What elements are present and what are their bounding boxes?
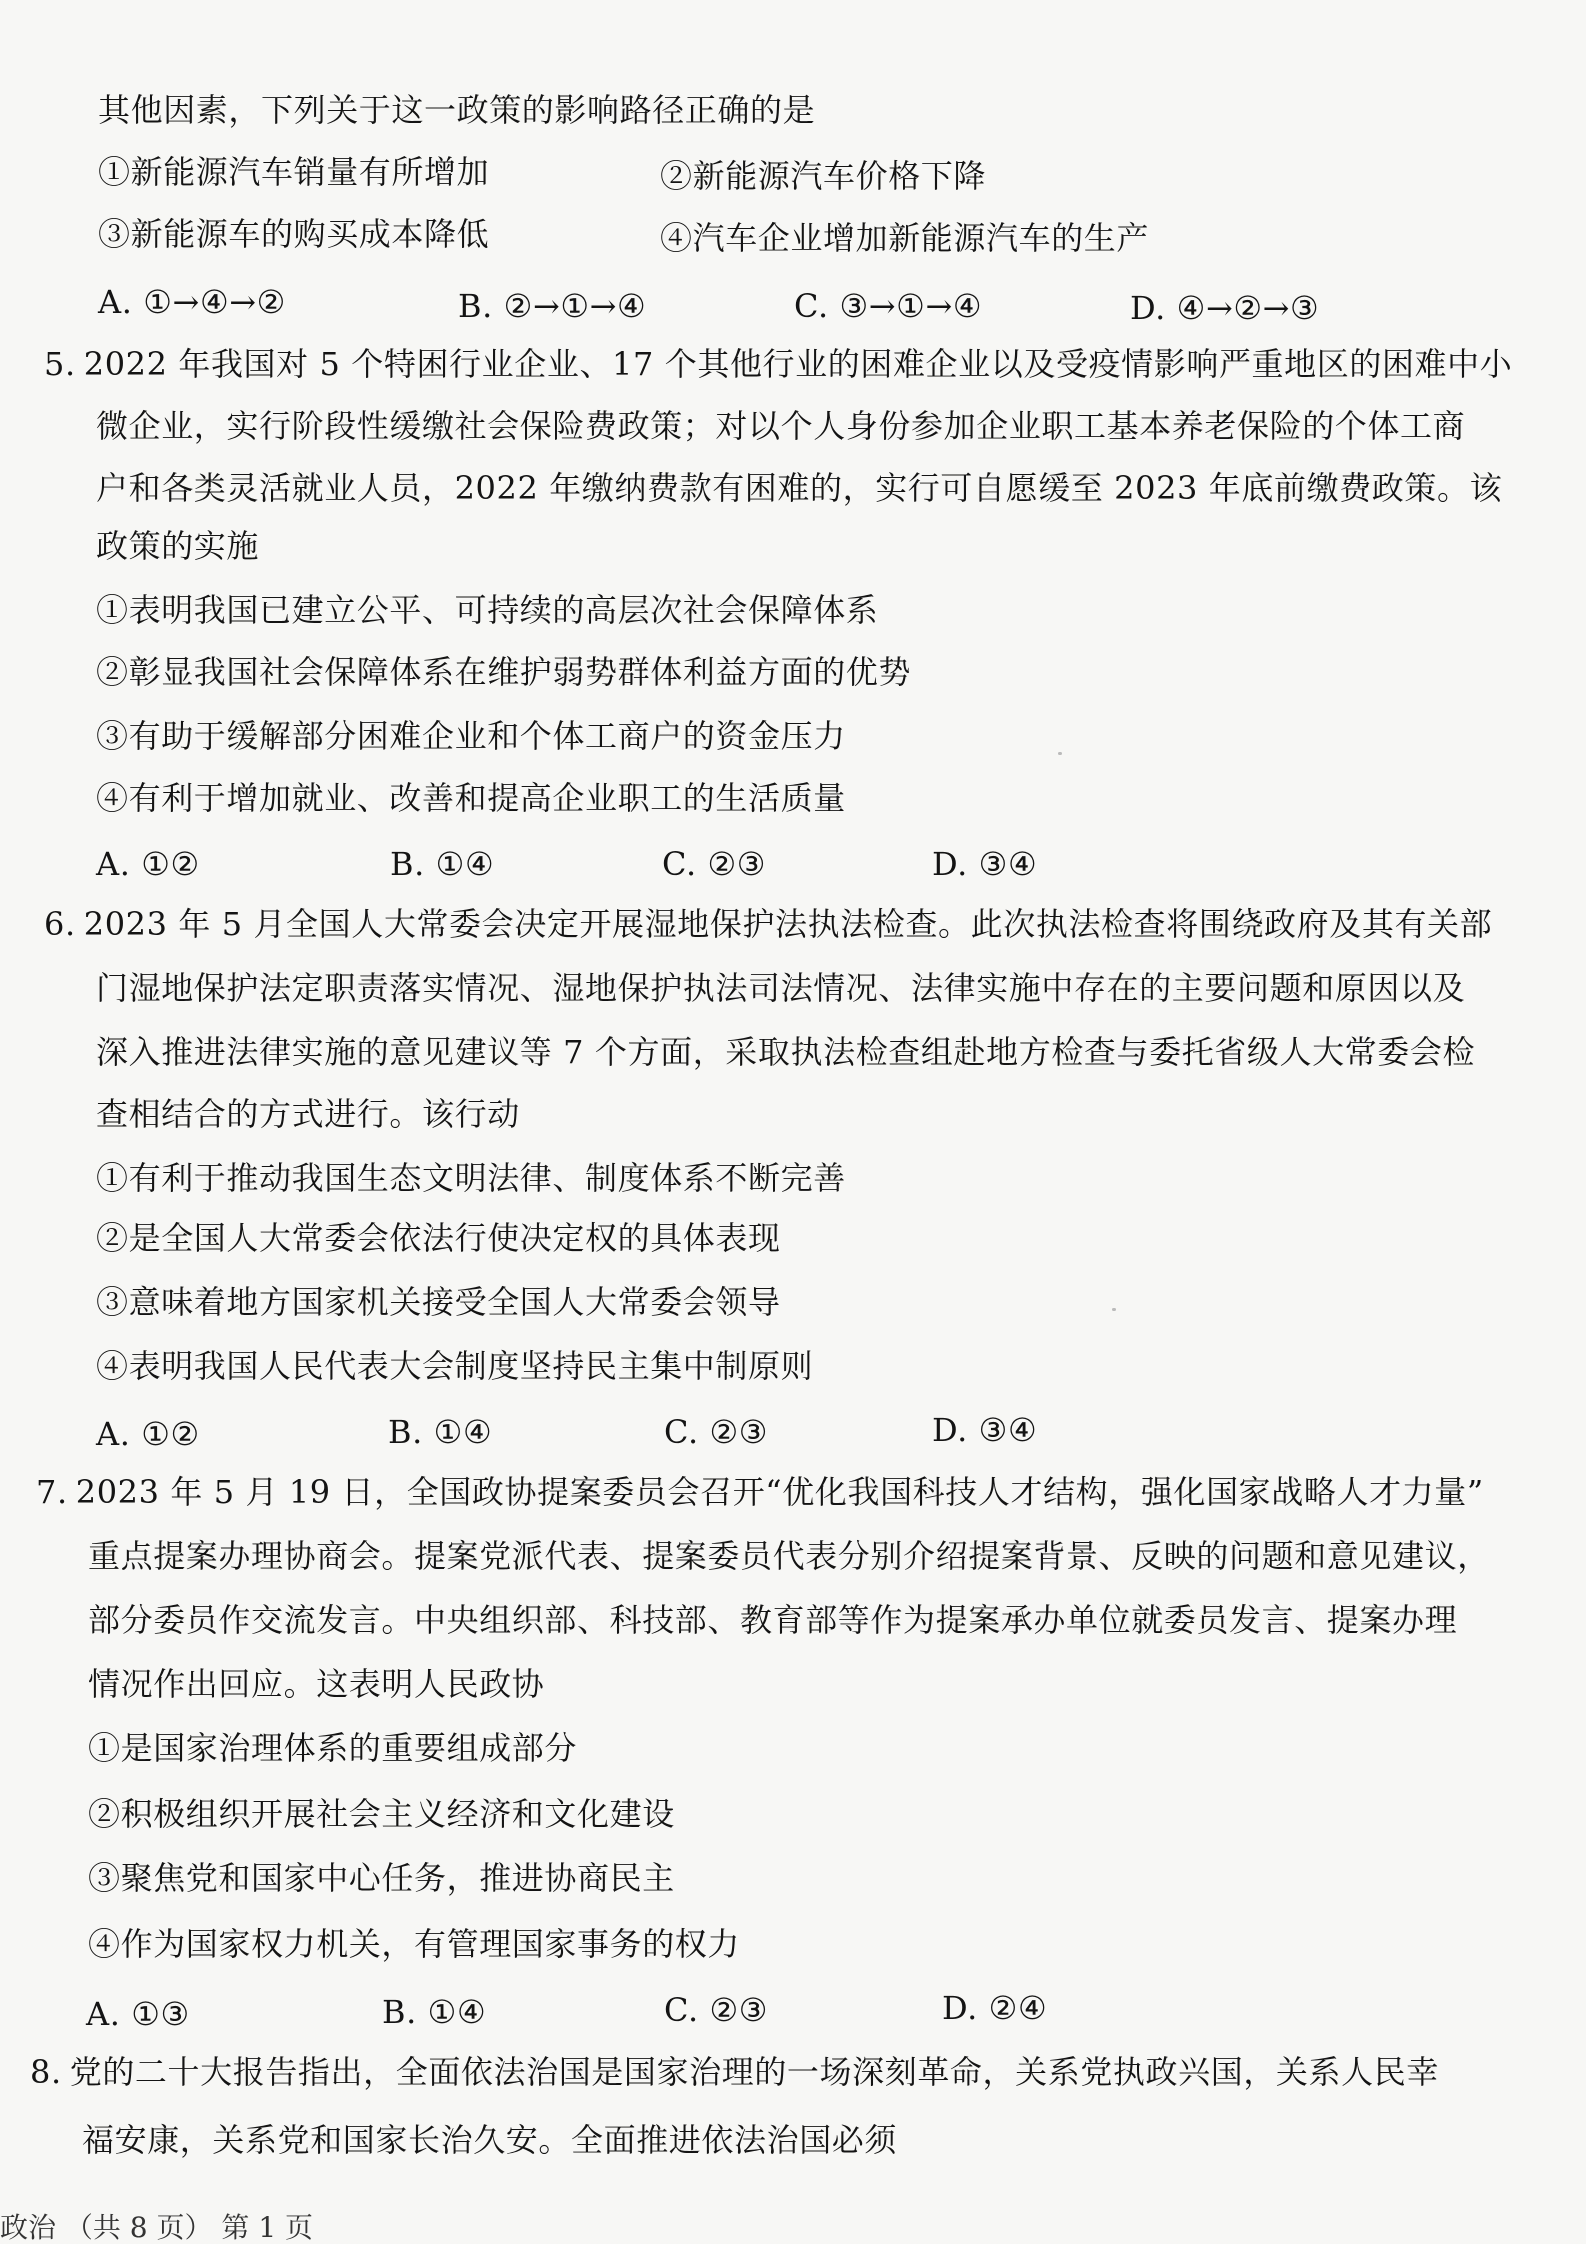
q6-line-4: 查相结合的方式进行。该行动 xyxy=(96,1095,520,1133)
scan-speck xyxy=(1058,752,1062,755)
q5-item-4: ④有利于增加就业、改善和提高企业职工的生活质量 xyxy=(96,779,846,817)
q5-line-2: 微企业，实行阶段性缓缴社会保险费政策；对以个人身份参加企业职工基本养老保险的个体工商 xyxy=(96,407,1466,445)
q7-number: 7. xyxy=(36,1473,68,1511)
q6-item-2: ②是全国人大常委会依法行使决定权的具体表现 xyxy=(96,1219,781,1257)
q7-item-3: ③聚焦党和国家中心任务，推进协商民主 xyxy=(88,1859,675,1897)
q7-stem-line: 2023 年 5 月 19 日，全国政协提案委员会召开“优化我国科技人才结构，强化国家战略人才力量” xyxy=(75,1473,1484,1511)
q6-line-1 xyxy=(44,902,1492,946)
q6-line-3: 深入推进法律实施的意见建议等 7 个方面，采取执法检查组赴地方检查与委托省级人大常委会检 xyxy=(96,1033,1476,1071)
q6-choice-a: A. ①② xyxy=(96,1415,200,1453)
q6-choice-c: C. ②③ xyxy=(664,1413,769,1451)
q7-item-2: ②积极组织开展社会主义经济和文化建设 xyxy=(88,1795,675,1833)
q8-line-2: 福安康，关系党和国家长治久安。全面推进依法治国必须 xyxy=(82,2121,898,2159)
q6-item-1: ①有利于推动我国生态文明法律、制度体系不断完善 xyxy=(96,1159,846,1197)
q6-stem-line: 2023 年 5 月全国人大常委会决定开展湿地保护法执法检查。此次执法检查将围绕政府及其有关部 xyxy=(83,905,1493,943)
q5-choice-c: C. ②③ xyxy=(662,845,767,883)
q7-choice-a: A. ①③ xyxy=(86,1995,190,2033)
q5-choice-a: A. ①② xyxy=(96,845,200,883)
q4-stem-tail: 其他因素，下列关于这一政策的影响路径正确的是 xyxy=(98,91,816,129)
q6-item-3: ③意味着地方国家机关接受全国人大常委会领导 xyxy=(96,1283,781,1321)
q5-number: 5. xyxy=(44,345,76,383)
q7-line-1 xyxy=(36,1470,1484,1514)
q7-line-4: 情况作出回应。这表明人民政协 xyxy=(88,1665,545,1703)
q6-line-2: 门湿地保护法定职责落实情况、湿地保护执法司法情况、法律实施中存在的主要问题和原因以及 xyxy=(96,969,1466,1007)
q7-line-3: 部分委员作交流发言。中央组织部、科技部、教育部等作为提案承办单位就委员发言、提案办理 xyxy=(88,1601,1458,1639)
q4-item-4: ④汽车企业增加新能源汽车的生产 xyxy=(660,219,1150,257)
q5-item-3: ③有助于缓解部分困难企业和个体工商户的资金压力 xyxy=(96,717,846,755)
q5-choice-b: B. ①④ xyxy=(390,845,495,883)
q5-line-4: 政策的实施 xyxy=(96,527,260,565)
q4-item-3: ③新能源车的购买成本降低 xyxy=(98,215,490,253)
q5-line-1 xyxy=(44,342,1512,386)
q7-item-1: ①是国家治理体系的重要组成部分 xyxy=(88,1729,578,1767)
q4-choice-a: A. ①→④→② xyxy=(98,283,286,321)
q4-choice-c: C. ③→①→④ xyxy=(794,287,983,325)
q8-number: 8. xyxy=(30,2053,62,2091)
q6-choice-b: B. ①④ xyxy=(388,1413,493,1451)
q5-item-1: ①表明我国已建立公平、可持续的高层次社会保障体系 xyxy=(96,591,879,629)
q4-choice-d: D. ④→②→③ xyxy=(1130,289,1320,327)
q8-line-1 xyxy=(30,2050,1439,2094)
q8-stem-line: 党的二十大报告指出，全面依法治国是国家治理的一场深刻革命，关系党执政兴国，关系人民幸 xyxy=(69,2053,1439,2091)
q6-item-4: ④表明我国人民代表大会制度坚持民主集中制原则 xyxy=(96,1347,814,1385)
page-footer: 政治 （共 8 页） 第 1 页 xyxy=(0,2211,314,2244)
scan-speck xyxy=(1112,1308,1116,1311)
q4-item-1: ①新能源汽车销量有所增加 xyxy=(98,153,490,191)
q5-line-3: 户和各类灵活就业人员，2022 年缴纳费款有困难的，实行可自愿缓至 2023 年底前缴费政策。该 xyxy=(96,469,1503,507)
q7-choice-d: D. ②④ xyxy=(942,1989,1048,2027)
q5-item-2: ②彰显我国社会保障体系在维护弱势群体利益方面的优势 xyxy=(96,653,912,691)
q4-choice-b: B. ②→①→④ xyxy=(458,287,647,325)
q6-number: 6. xyxy=(44,905,76,943)
q4-item-2: ②新能源汽车价格下降 xyxy=(660,157,987,195)
q6-choice-d: D. ③④ xyxy=(932,1411,1038,1449)
q7-line-2: 重点提案办理协商会。提案党派代表、提案委员代表分别介绍提案背景、反映的问题和意见建议， xyxy=(88,1537,1490,1575)
q5-choice-d: D. ③④ xyxy=(932,845,1038,883)
q7-item-4: ④作为国家权力机关，有管理国家事务的权力 xyxy=(88,1925,741,1963)
q7-choice-c: C. ②③ xyxy=(664,1991,769,2029)
q7-choice-b: B. ①④ xyxy=(382,1993,487,2031)
q5-stem-line: 2022 年我国对 5 个特困行业企业、17 个其他行业的困难企业以及受疫情影响严重地区的困难中小 xyxy=(83,345,1513,383)
